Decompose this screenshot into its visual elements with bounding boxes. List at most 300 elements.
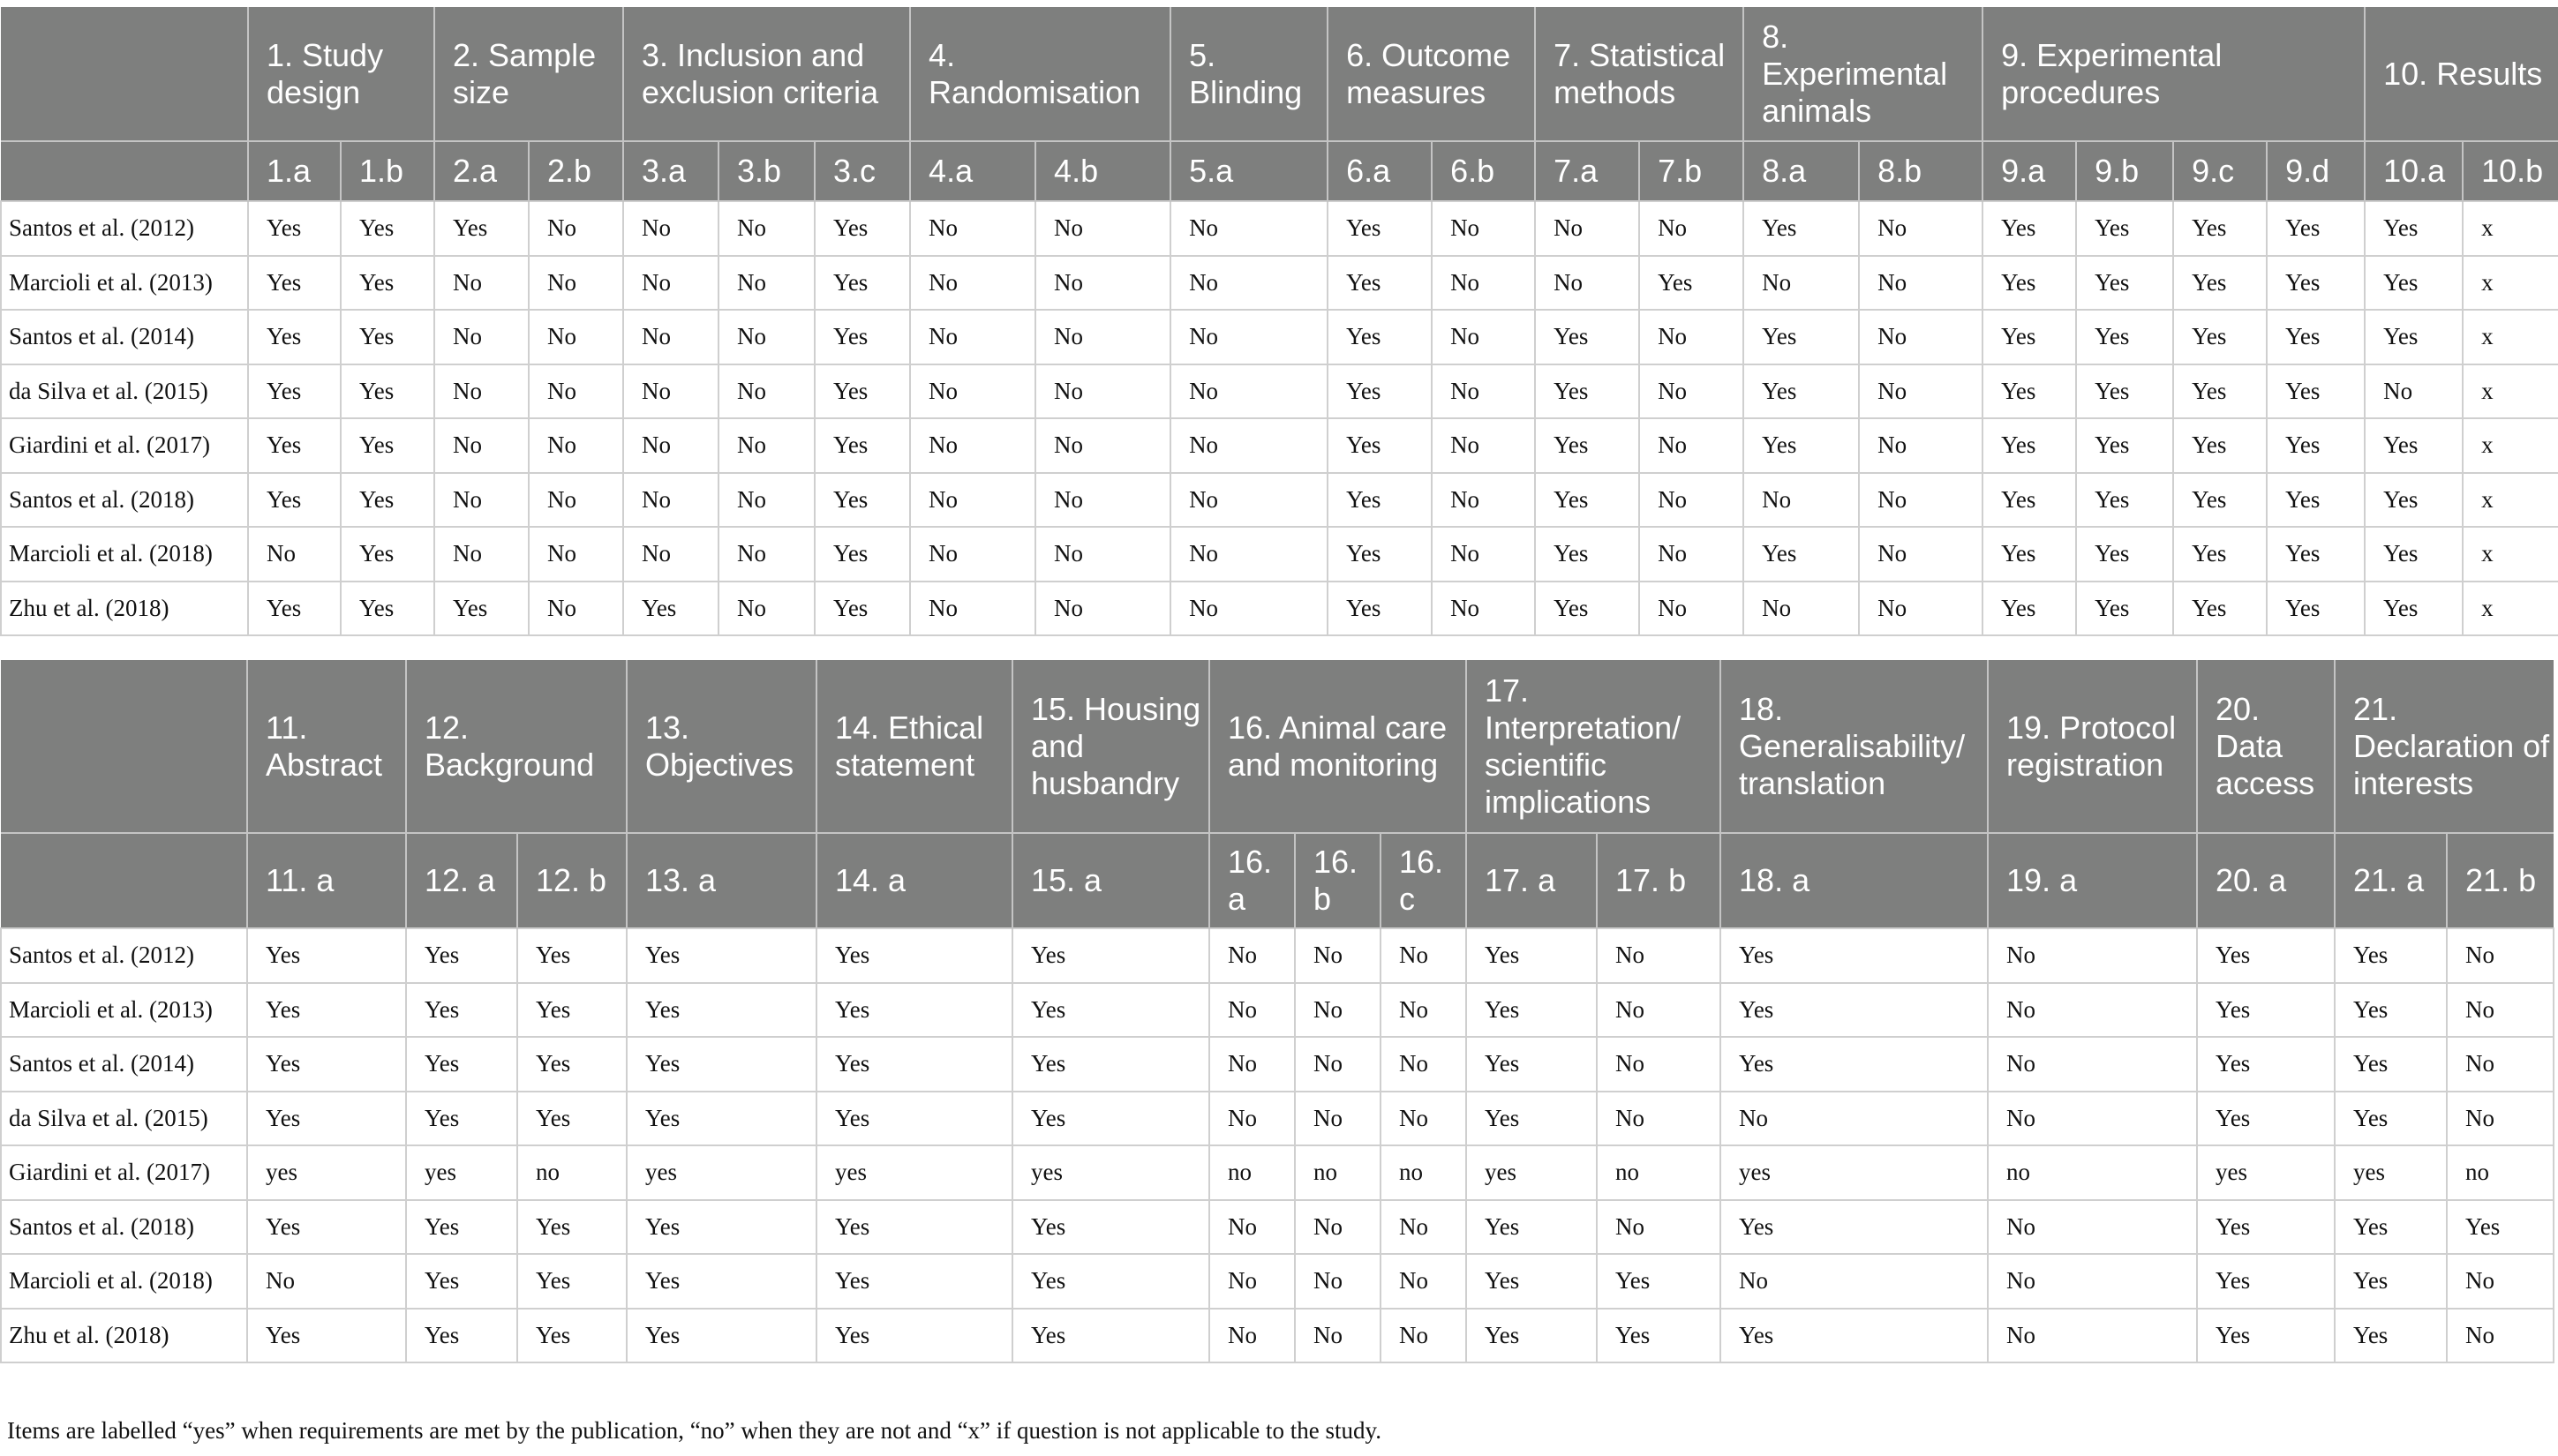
item-value-cell: no [2447, 1145, 2554, 1200]
item-value-cell: Yes [2173, 364, 2267, 419]
item-value-cell: No [529, 256, 623, 311]
item-value-cell: Yes [1535, 418, 1639, 473]
item-value-cell: No [718, 201, 815, 256]
item-group-header: 12. Background [406, 660, 627, 833]
item-value-cell: Yes [1012, 928, 1209, 983]
item-value-cell: yes [816, 1145, 1012, 1200]
item-value-cell: Yes [627, 928, 816, 983]
item-value-cell: No [1381, 1092, 1466, 1146]
item-value-cell: Yes [406, 983, 517, 1038]
item-value-cell: No [1170, 527, 1328, 582]
item-value-cell: Yes [2447, 1200, 2554, 1255]
item-value-cell: Yes [2335, 1309, 2447, 1363]
item-value-cell: No [1035, 473, 1170, 528]
item-value-cell: Yes [1328, 418, 1432, 473]
item-value-cell: Yes [627, 1254, 816, 1309]
item-group-header: 15. Housing and husbandry [1012, 660, 1209, 833]
item-value-cell: Yes [2173, 310, 2267, 364]
item-value-cell: No [1209, 1200, 1295, 1255]
table-row [1, 1145, 2554, 1200]
item-group-header-row [1, 660, 2554, 833]
item-group-header: 19. Protocol registration [1988, 660, 2197, 833]
item-group-header: 7. Statistical methods [1535, 7, 1743, 141]
item-subheader: 15. a [1012, 833, 1209, 928]
item-value-cell: Yes [1982, 201, 2076, 256]
item-value-cell: No [2447, 983, 2554, 1038]
item-value-cell: No [1170, 418, 1328, 473]
item-value-cell: No [1639, 473, 1743, 528]
item-value-cell: Yes [2365, 418, 2463, 473]
item-value-cell: No [1035, 201, 1170, 256]
item-value-cell: Yes [1535, 527, 1639, 582]
item-value-cell: Yes [2365, 256, 2463, 311]
study-column-subheader [1, 141, 248, 201]
item-value-cell: No [1432, 527, 1535, 582]
item-value-cell: No [718, 473, 815, 528]
table-row [1, 582, 2558, 636]
item-value-cell: No [2447, 1092, 2554, 1146]
item-value-cell: No [1170, 364, 1328, 419]
item-value-cell: Yes [2267, 418, 2365, 473]
table-row [1, 364, 2558, 419]
item-value-cell: Yes [815, 473, 910, 528]
item-value-cell: Yes [248, 201, 341, 256]
item-value-cell: Yes [406, 1309, 517, 1363]
item-value-cell: No [1170, 473, 1328, 528]
item-subheader-row [1, 141, 2558, 201]
item-subheader: 6.a [1328, 141, 1432, 201]
item-value-cell: Yes [2335, 983, 2447, 1038]
item-value-cell: Yes [816, 1092, 1012, 1146]
item-value-cell: Yes [1743, 201, 1859, 256]
item-group-header: 14. Ethical statement [816, 660, 1012, 833]
item-subheader: 6.b [1432, 141, 1535, 201]
table-row [1, 310, 2558, 364]
item-value-cell: Yes [816, 1037, 1012, 1092]
item-value-cell: Yes [816, 928, 1012, 983]
item-value-cell: no [1988, 1145, 2197, 1200]
item-value-cell: No [1295, 1309, 1381, 1363]
item-value-cell: Yes [1720, 1200, 1988, 1255]
item-group-header: 4. Randomisation [910, 7, 1170, 141]
item-value-cell: Yes [1328, 473, 1432, 528]
item-value-cell: No [718, 310, 815, 364]
item-value-cell: No [1209, 928, 1295, 983]
study-name-cell: Zhu et al. (2018) [1, 582, 248, 636]
item-value-cell: No [1170, 201, 1328, 256]
item-value-cell: Yes [2335, 1254, 2447, 1309]
item-subheader: 17. a [1466, 833, 1597, 928]
item-value-cell: Yes [1466, 928, 1597, 983]
item-value-cell: No [910, 418, 1035, 473]
item-value-cell: Yes [2267, 256, 2365, 311]
item-subheader: 14. a [816, 833, 1012, 928]
item-value-cell: Yes [341, 256, 434, 311]
study-name-cell: Santos et al. (2018) [1, 1200, 247, 1255]
item-value-cell: Yes [1597, 1254, 1720, 1309]
item-subheader: 16. b [1295, 833, 1381, 928]
item-value-cell: Yes [341, 527, 434, 582]
item-value-cell: Yes [517, 1309, 627, 1363]
item-value-cell: Yes [1466, 1254, 1597, 1309]
item-subheader: 2.a [434, 141, 529, 201]
item-value-cell: Yes [2365, 201, 2463, 256]
item-value-cell: Yes [2267, 527, 2365, 582]
item-value-cell: Yes [627, 1092, 816, 1146]
item-subheader: 21. b [2447, 833, 2554, 928]
item-group-header: 1. Study design [248, 7, 434, 141]
item-value-cell: No [1035, 418, 1170, 473]
item-subheader: 7.a [1535, 141, 1639, 201]
item-value-cell: No [623, 418, 718, 473]
item-value-cell: Yes [406, 1200, 517, 1255]
study-name-cell: Santos et al. (2018) [1, 473, 248, 528]
item-value-cell: Yes [816, 983, 1012, 1038]
item-group-header: 21. Declaration of interests [2335, 660, 2554, 833]
item-value-cell: yes [1720, 1145, 1988, 1200]
item-value-cell: No [718, 364, 815, 419]
item-value-cell: Yes [517, 1037, 627, 1092]
item-value-cell: Yes [2076, 582, 2173, 636]
item-value-cell: No [529, 527, 623, 582]
item-value-cell: Yes [623, 582, 718, 636]
item-value-cell: Yes [341, 310, 434, 364]
table-row [1, 1092, 2554, 1146]
item-value-cell: No [1597, 928, 1720, 983]
item-value-cell: Yes [816, 1309, 1012, 1363]
item-value-cell: No [529, 310, 623, 364]
table-row [1, 928, 2554, 983]
item-value-cell: x [2463, 256, 2558, 311]
item-subheader: 4.b [1035, 141, 1170, 201]
item-value-cell: Yes [2173, 418, 2267, 473]
item-value-cell: Yes [2197, 1254, 2335, 1309]
item-subheader-row [1, 833, 2554, 928]
item-value-cell: Yes [1328, 310, 1432, 364]
item-value-cell: No [1597, 983, 1720, 1038]
item-value-cell: No [1988, 1092, 2197, 1146]
item-subheader: 2.b [529, 141, 623, 201]
item-value-cell: Yes [2197, 928, 2335, 983]
item-value-cell: yes [1466, 1145, 1597, 1200]
item-value-cell: No [1988, 928, 2197, 983]
item-value-cell: Yes [247, 1200, 406, 1255]
item-value-cell: No [1859, 527, 1982, 582]
item-value-cell: No [623, 201, 718, 256]
item-value-cell: No [1209, 1092, 1295, 1146]
item-value-cell: No [529, 473, 623, 528]
item-value-cell: No [1209, 983, 1295, 1038]
item-value-cell: Yes [434, 582, 529, 636]
item-value-cell: Yes [2197, 1200, 2335, 1255]
item-value-cell: No [2447, 1254, 2554, 1309]
item-value-cell: Yes [1466, 983, 1597, 1038]
item-value-cell: Yes [406, 1037, 517, 1092]
item-value-cell: Yes [1982, 527, 2076, 582]
item-value-cell: Yes [248, 256, 341, 311]
item-value-cell: No [910, 310, 1035, 364]
item-value-cell: No [1432, 201, 1535, 256]
item-value-cell: x [2463, 364, 2558, 419]
item-value-cell: Yes [406, 1092, 517, 1146]
item-value-cell: No [1859, 256, 1982, 311]
study-name-cell: Santos et al. (2014) [1, 310, 248, 364]
item-value-cell: Yes [1328, 201, 1432, 256]
item-value-cell: no [1381, 1145, 1466, 1200]
item-value-cell: Yes [1982, 364, 2076, 419]
item-value-cell: Yes [2197, 1037, 2335, 1092]
item-group-header: 6. Outcome measures [1328, 7, 1535, 141]
item-value-cell: No [718, 527, 815, 582]
item-value-cell: No [910, 582, 1035, 636]
item-value-cell: No [1432, 256, 1535, 311]
item-group-header: 20. Data access [2197, 660, 2335, 833]
item-subheader: 12. a [406, 833, 517, 928]
study-column-subheader [1, 833, 247, 928]
item-value-cell: x [2463, 527, 2558, 582]
item-subheader: 11. a [247, 833, 406, 928]
item-value-cell: Yes [2197, 983, 2335, 1038]
item-value-cell: No [1209, 1254, 1295, 1309]
item-value-cell: No [1381, 1254, 1466, 1309]
study-name-cell: Marcioli et al. (2013) [1, 256, 248, 311]
item-value-cell: Yes [815, 201, 910, 256]
item-value-cell: No [1639, 582, 1743, 636]
item-value-cell: No [1295, 1037, 1381, 1092]
item-value-cell: Yes [2335, 1037, 2447, 1092]
item-value-cell: x [2463, 201, 2558, 256]
item-value-cell: Yes [517, 983, 627, 1038]
item-value-cell: Yes [815, 527, 910, 582]
item-value-cell: No [1743, 582, 1859, 636]
item-subheader: 19. a [1988, 833, 2197, 928]
item-value-cell: No [910, 527, 1035, 582]
item-value-cell: No [623, 527, 718, 582]
item-value-cell: No [1295, 1254, 1381, 1309]
study-name-cell: Giardini et al. (2017) [1, 418, 248, 473]
item-value-cell: No [1432, 582, 1535, 636]
item-value-cell: No [1639, 364, 1743, 419]
study-name-cell: Giardini et al. (2017) [1, 1145, 247, 1200]
table-row [1, 1309, 2554, 1363]
item-value-cell: Yes [1982, 310, 2076, 364]
item-value-cell: Yes [627, 1200, 816, 1255]
item-value-cell: Yes [341, 364, 434, 419]
item-value-cell: No [1295, 983, 1381, 1038]
item-value-cell: Yes [341, 418, 434, 473]
item-value-cell: No [1859, 418, 1982, 473]
item-subheader: 3.c [815, 141, 910, 201]
item-value-cell: No [910, 201, 1035, 256]
item-value-cell: No [434, 256, 529, 311]
item-value-cell: No [1432, 418, 1535, 473]
item-value-cell: Yes [406, 1254, 517, 1309]
item-value-cell: Yes [1012, 983, 1209, 1038]
item-subheader: 10.b [2463, 141, 2558, 201]
study-name-cell: Zhu et al. (2018) [1, 1309, 247, 1363]
item-value-cell: No [1381, 1037, 1466, 1092]
item-value-cell: Yes [1535, 473, 1639, 528]
item-value-cell: no [1209, 1145, 1295, 1200]
item-value-cell: Yes [1012, 1309, 1209, 1363]
item-value-cell: Yes [1720, 928, 1988, 983]
item-value-cell: Yes [2267, 310, 2365, 364]
item-value-cell: No [1859, 364, 1982, 419]
item-value-cell: Yes [1743, 310, 1859, 364]
item-value-cell: Yes [815, 310, 910, 364]
item-value-cell: Yes [627, 983, 816, 1038]
item-value-cell: Yes [2173, 201, 2267, 256]
study-name-cell: Santos et al. (2014) [1, 1037, 247, 1092]
item-value-cell: Yes [2335, 1092, 2447, 1146]
item-subheader: 3.a [623, 141, 718, 201]
item-value-cell: No [1432, 310, 1535, 364]
item-value-cell: no [1295, 1145, 1381, 1200]
item-value-cell: No [1988, 1254, 2197, 1309]
item-value-cell: No [1170, 310, 1328, 364]
item-value-cell: No [529, 582, 623, 636]
item-value-cell: Yes [2076, 310, 2173, 364]
item-group-header: 17. Interpretation/ scientific implications [1466, 660, 1720, 833]
item-value-cell: Yes [2197, 1092, 2335, 1146]
item-value-cell: No [1988, 1200, 2197, 1255]
item-subheader: 8.a [1743, 141, 1859, 201]
item-value-cell: Yes [2076, 473, 2173, 528]
item-value-cell: Yes [1328, 527, 1432, 582]
item-value-cell: No [1432, 364, 1535, 419]
item-value-cell: No [1720, 1092, 1988, 1146]
item-value-cell: Yes [2173, 527, 2267, 582]
item-subheader: 13. a [627, 833, 816, 928]
study-column-header [1, 660, 247, 833]
study-name-cell: Santos et al. (2012) [1, 928, 247, 983]
item-value-cell: Yes [1012, 1037, 1209, 1092]
item-subheader: 1.a [248, 141, 341, 201]
item-group-header: 8. Experimental animals [1743, 7, 1982, 141]
reporting-table-items-11-21 [0, 660, 2554, 1363]
item-group-header: 5. Blinding [1170, 7, 1328, 141]
table-body [1, 201, 2558, 635]
item-value-cell: Yes [1535, 364, 1639, 419]
item-subheader: 1.b [341, 141, 434, 201]
table-row [1, 418, 2558, 473]
item-value-cell: Yes [2335, 1200, 2447, 1255]
item-value-cell: No [1720, 1254, 1988, 1309]
item-value-cell: Yes [2267, 473, 2365, 528]
item-value-cell: Yes [247, 1092, 406, 1146]
item-value-cell: Yes [434, 201, 529, 256]
table-row [1, 201, 2558, 256]
item-value-cell: Yes [1982, 473, 2076, 528]
item-subheader: 7.b [1639, 141, 1743, 201]
item-value-cell: Yes [815, 418, 910, 473]
item-subheader: 9.d [2267, 141, 2365, 201]
item-value-cell: x [2463, 582, 2558, 636]
item-value-cell: Yes [1720, 1309, 1988, 1363]
item-value-cell: No [529, 201, 623, 256]
item-value-cell: Yes [627, 1309, 816, 1363]
item-value-cell: Yes [248, 310, 341, 364]
item-value-cell: No [529, 364, 623, 419]
item-value-cell: Yes [1720, 1037, 1988, 1092]
table-row [1, 1200, 2554, 1255]
item-group-header: 13. Objectives [627, 660, 816, 833]
table-footnote: Items are labelled “yes” when requirements are met by the publication, “no” when they are not and “x” if question is not applicable to the study. [7, 1417, 1381, 1444]
item-value-cell: No [1209, 1309, 1295, 1363]
item-value-cell: Yes [1743, 364, 1859, 419]
item-value-cell: No [1597, 1200, 1720, 1255]
study-name-cell: Marcioli et al. (2018) [1, 1254, 247, 1309]
item-value-cell: No [2365, 364, 2463, 419]
item-subheader: 3.b [718, 141, 815, 201]
item-value-cell: yes [406, 1145, 517, 1200]
item-subheader: 9.b [2076, 141, 2173, 201]
item-value-cell: Yes [1012, 1200, 1209, 1255]
item-value-cell: Yes [406, 928, 517, 983]
item-value-cell: No [1535, 201, 1639, 256]
item-value-cell: No [1535, 256, 1639, 311]
item-subheader: 10.a [2365, 141, 2463, 201]
item-value-cell: Yes [2365, 582, 2463, 636]
item-value-cell: No [1035, 310, 1170, 364]
item-value-cell: Yes [247, 1037, 406, 1092]
item-value-cell: No [1295, 1092, 1381, 1146]
item-value-cell: No [623, 473, 718, 528]
item-value-cell: No [910, 473, 1035, 528]
item-value-cell: Yes [2076, 527, 2173, 582]
item-group-header: 16. Animal care and monitoring [1209, 660, 1466, 833]
item-value-cell: No [623, 310, 718, 364]
item-value-cell: Yes [815, 582, 910, 636]
item-value-cell: x [2463, 473, 2558, 528]
item-value-cell: No [1597, 1092, 1720, 1146]
item-subheader: 9.a [1982, 141, 2076, 201]
study-name-cell: Marcioli et al. (2018) [1, 527, 248, 582]
item-subheader: 17. b [1597, 833, 1720, 928]
item-group-header: 9. Experimental procedures [1982, 7, 2365, 141]
item-value-cell: No [623, 364, 718, 419]
item-value-cell: Yes [341, 201, 434, 256]
item-value-cell: Yes [2076, 364, 2173, 419]
item-value-cell: Yes [1982, 418, 2076, 473]
item-value-cell: Yes [2335, 928, 2447, 983]
item-value-cell: No [1035, 527, 1170, 582]
item-value-cell: No [1859, 582, 1982, 636]
item-value-cell: No [1209, 1037, 1295, 1092]
item-value-cell: Yes [1328, 256, 1432, 311]
item-value-cell: No [1170, 256, 1328, 311]
item-value-cell: Yes [1535, 582, 1639, 636]
item-value-cell: Yes [247, 983, 406, 1038]
item-value-cell: Yes [2267, 201, 2365, 256]
item-subheader: 9.c [2173, 141, 2267, 201]
item-value-cell: Yes [2365, 473, 2463, 528]
item-group-header: 18. Generalisability/ translation [1720, 660, 1988, 833]
item-value-cell: no [517, 1145, 627, 1200]
item-value-cell: No [247, 1254, 406, 1309]
item-value-cell: Yes [2076, 418, 2173, 473]
study-name-cell: Marcioli et al. (2013) [1, 983, 247, 1038]
item-value-cell: No [1988, 1037, 2197, 1092]
item-value-cell: No [1597, 1037, 1720, 1092]
item-subheader: 8.b [1859, 141, 1982, 201]
item-value-cell: No [434, 364, 529, 419]
item-value-cell: No [1035, 256, 1170, 311]
item-value-cell: No [1743, 473, 1859, 528]
item-value-cell: Yes [517, 928, 627, 983]
item-value-cell: No [718, 256, 815, 311]
item-value-cell: No [1035, 364, 1170, 419]
